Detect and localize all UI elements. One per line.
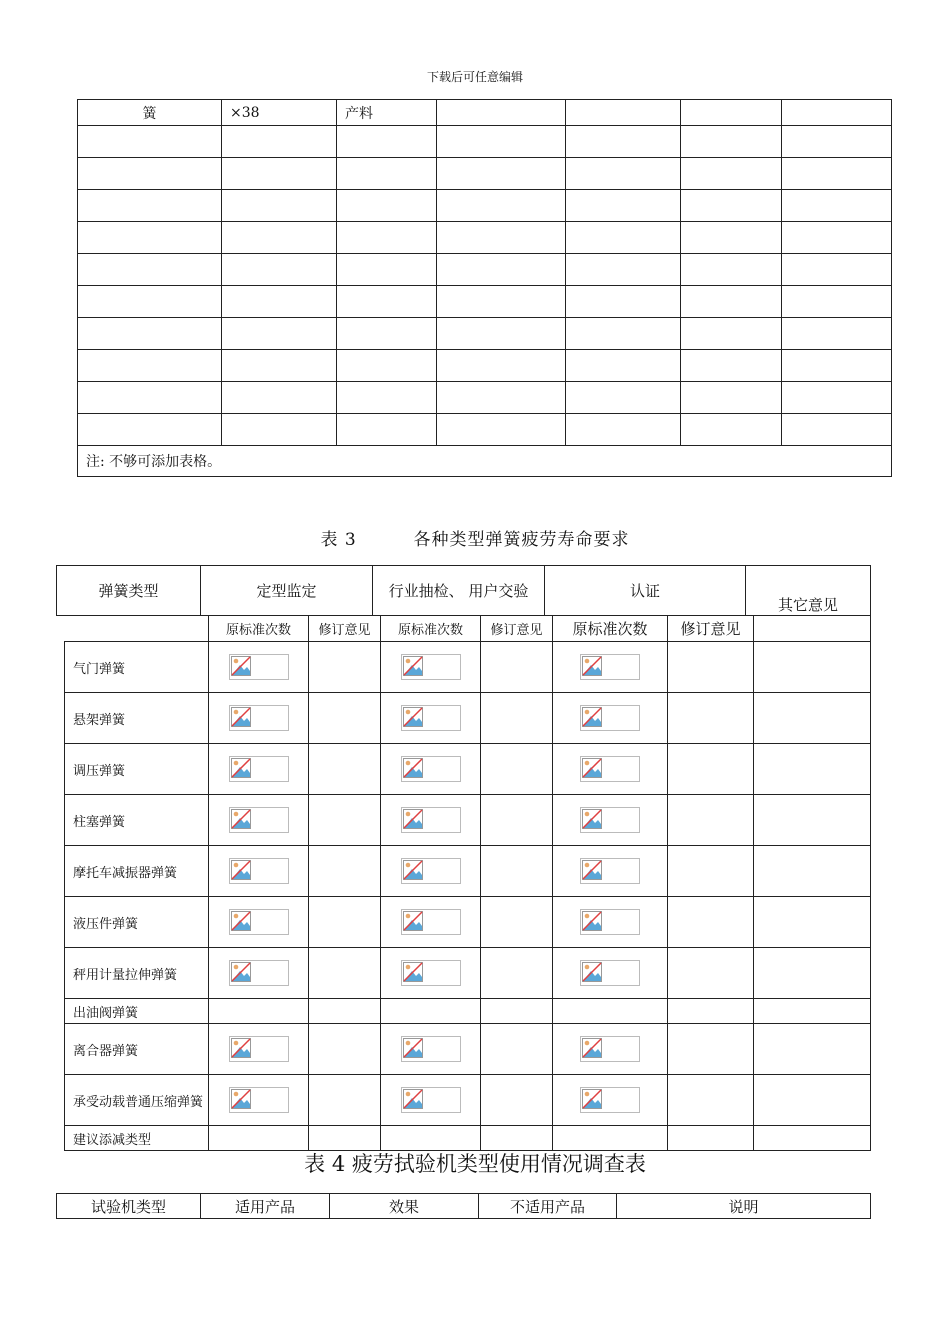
table-cell <box>782 318 892 350</box>
table-cell <box>437 222 566 254</box>
table-row <box>78 414 892 446</box>
broken-image-icon <box>580 807 640 833</box>
table-cell <box>481 693 553 744</box>
broken-image-icon <box>229 858 289 884</box>
table4-caption: 表 4 疲劳拭验机类型使用情况调查表 <box>304 1152 646 1176</box>
table-cell <box>553 642 668 693</box>
table-cell <box>566 286 681 318</box>
table-cell <box>553 846 668 897</box>
table-cell <box>754 897 871 948</box>
table-cell <box>381 999 481 1024</box>
table-cell <box>782 254 892 286</box>
table-cell <box>668 999 754 1024</box>
broken-image-icon <box>229 960 289 986</box>
table-cell <box>566 318 681 350</box>
broken-image-icon <box>401 858 461 884</box>
table-cell <box>209 744 309 795</box>
spring-type-name: 气门弹簧 <box>65 642 209 693</box>
table-cell <box>222 414 337 446</box>
table-cell <box>681 222 782 254</box>
table-cell <box>481 1126 553 1151</box>
broken-image-icon <box>401 960 461 986</box>
header-type-approval: 定型监定 <box>201 566 373 616</box>
table3-header <box>56 565 871 616</box>
table-cell <box>222 350 337 382</box>
spring-type-name: 悬架弹簧 <box>65 693 209 744</box>
table-cell <box>309 1126 381 1151</box>
table-cell <box>309 999 381 1024</box>
broken-image-icon <box>401 705 461 731</box>
table-cell <box>481 897 553 948</box>
table-cell <box>668 1126 754 1151</box>
table-row <box>78 190 892 222</box>
broken-image-icon <box>580 1036 640 1062</box>
table3-caption-number: 表 3 <box>320 530 357 550</box>
spring-type-name: 秤用计量拉伸弹簧 <box>65 948 209 999</box>
broken-image-icon <box>401 1036 461 1062</box>
table-cell <box>481 846 553 897</box>
table-cell <box>78 414 222 446</box>
header-effect: 效果 <box>330 1194 479 1219</box>
table-cell <box>209 999 309 1024</box>
table-cell <box>337 286 437 318</box>
table-cell <box>782 414 892 446</box>
table-cell <box>566 126 681 158</box>
table-cell <box>337 254 437 286</box>
table-cell <box>337 190 437 222</box>
table-cell <box>309 642 381 693</box>
broken-image-icon <box>229 654 289 680</box>
table-cell <box>681 158 782 190</box>
table-cell <box>337 350 437 382</box>
table4 <box>56 1193 871 1219</box>
table-row <box>65 846 871 897</box>
table-cell <box>481 1075 553 1126</box>
table-cell <box>437 382 566 414</box>
table-row <box>65 948 871 999</box>
table-cell <box>337 382 437 414</box>
table-cell <box>782 158 892 190</box>
table-row <box>65 897 871 948</box>
table-cell <box>309 1075 381 1126</box>
table-cell <box>337 222 437 254</box>
table-cell <box>668 1024 754 1075</box>
table-cell <box>681 382 782 414</box>
table-cell <box>754 1126 871 1151</box>
table-cell <box>668 795 754 846</box>
table-cell <box>754 1024 871 1075</box>
subheader-std-1: 原标准次数 <box>209 616 309 642</box>
table-cell <box>78 382 222 414</box>
table-cell <box>754 846 871 897</box>
table-cell <box>78 190 222 222</box>
broken-image-icon <box>401 756 461 782</box>
table-cell <box>668 897 754 948</box>
table-cell <box>222 254 337 286</box>
table-cell <box>566 382 681 414</box>
table-cell <box>782 286 892 318</box>
table-cell <box>553 897 668 948</box>
header-machine-type: 试验机类型 <box>57 1194 201 1219</box>
table-row <box>78 382 892 414</box>
table-cell <box>566 222 681 254</box>
table-row <box>57 566 871 616</box>
table3-caption <box>0 525 950 550</box>
broken-image-icon <box>229 909 289 935</box>
table-cell <box>754 795 871 846</box>
table-cell <box>381 795 481 846</box>
table-cell <box>668 642 754 693</box>
header-industry-check: 行业抽检、 用户交验 <box>373 566 545 616</box>
table-cell <box>754 999 871 1024</box>
table-cell <box>566 158 681 190</box>
table-cell <box>566 350 681 382</box>
table-cell <box>437 254 566 286</box>
table-row <box>65 693 871 744</box>
table-row <box>65 642 871 693</box>
table-row <box>78 158 892 190</box>
table-cell <box>481 642 553 693</box>
table-row <box>78 350 892 382</box>
broken-image-icon <box>229 756 289 782</box>
table-cell <box>209 897 309 948</box>
table-cell <box>681 254 782 286</box>
table-cell <box>381 744 481 795</box>
table-cell <box>222 126 337 158</box>
table-cell <box>222 222 337 254</box>
table-cell <box>553 744 668 795</box>
table-cell <box>209 1075 309 1126</box>
table-cell <box>78 254 222 286</box>
table-cell <box>222 318 337 350</box>
table-note: 注: 不够可添加表格。 <box>78 446 892 477</box>
table-cell <box>381 1075 481 1126</box>
table-row <box>65 999 871 1024</box>
table-cell <box>337 126 437 158</box>
spring-type-name: 摩托车减振器弹簧 <box>65 846 209 897</box>
table-cell <box>309 795 381 846</box>
table-cell <box>681 126 782 158</box>
table-cell <box>437 350 566 382</box>
table-cell <box>437 318 566 350</box>
table-cell <box>222 158 337 190</box>
table-cell <box>209 693 309 744</box>
table-cell <box>309 846 381 897</box>
table-cell <box>309 693 381 744</box>
table-cell: 产料 <box>337 100 437 126</box>
table-row <box>65 1024 871 1075</box>
table-row <box>65 1126 871 1151</box>
table-cell <box>668 744 754 795</box>
table-cell <box>78 350 222 382</box>
table-cell: 簧 <box>78 100 222 126</box>
table-row <box>78 222 892 254</box>
table-cell <box>65 616 209 642</box>
table-row <box>65 744 871 795</box>
broken-image-icon <box>229 705 289 731</box>
table-cell <box>381 693 481 744</box>
table-cell <box>553 1075 668 1126</box>
table-row <box>65 795 871 846</box>
broken-image-icon <box>229 1087 289 1113</box>
table-cell <box>222 286 337 318</box>
spring-type-name: 液压件弹簧 <box>65 897 209 948</box>
table-cell <box>754 642 871 693</box>
table3-subheader-row <box>65 616 871 642</box>
table-cell <box>782 222 892 254</box>
table-cell <box>209 1126 309 1151</box>
table-cell <box>78 126 222 158</box>
broken-image-icon <box>580 756 640 782</box>
table-cell <box>381 897 481 948</box>
broken-image-icon <box>580 960 640 986</box>
table-cell <box>481 744 553 795</box>
table-cell <box>782 100 892 126</box>
table-cell <box>553 999 668 1024</box>
subheader-rev-1: 修订意见 <box>309 616 381 642</box>
spring-type-name: 出油阀弹簧 <box>65 999 209 1024</box>
table-cell <box>437 100 566 126</box>
table-cell <box>782 126 892 158</box>
table-cell <box>381 1024 481 1075</box>
table-cell <box>681 350 782 382</box>
broken-image-icon <box>580 858 640 884</box>
table-cell <box>481 1024 553 1075</box>
table3-body <box>64 615 871 1151</box>
table-cell <box>553 948 668 999</box>
broken-image-icon <box>229 1036 289 1062</box>
table-cell <box>782 350 892 382</box>
table-cell <box>337 158 437 190</box>
table-row <box>78 126 892 158</box>
table-row <box>65 1075 871 1126</box>
subheader-std-3: 原标准次数 <box>553 616 668 642</box>
table-cell <box>309 948 381 999</box>
table-row <box>78 318 892 350</box>
table-cell <box>437 286 566 318</box>
table-cell <box>566 190 681 222</box>
header-spring-type: 弹簧类型 <box>57 566 201 616</box>
table-cell <box>78 318 222 350</box>
table-cell <box>209 795 309 846</box>
table-cell <box>78 222 222 254</box>
table-cell <box>481 948 553 999</box>
broken-image-icon <box>580 1087 640 1113</box>
table-cell <box>553 795 668 846</box>
table-row <box>57 1194 871 1219</box>
table-cell <box>553 1126 668 1151</box>
table-cell <box>209 846 309 897</box>
table-cell <box>668 846 754 897</box>
table-cell <box>782 190 892 222</box>
table-cell <box>337 318 437 350</box>
table-cell <box>209 642 309 693</box>
table-cell <box>209 948 309 999</box>
table-cell <box>481 795 553 846</box>
header-other: 其它意见 <box>746 566 871 616</box>
table-cell <box>681 100 782 126</box>
table-note-row <box>78 446 892 477</box>
table-cell <box>437 126 566 158</box>
table-cell <box>437 414 566 446</box>
subheader-rev-2: 修订意见 <box>481 616 553 642</box>
table-cell <box>754 948 871 999</box>
header-applicable-products: 适用产品 <box>201 1194 330 1219</box>
table-cell <box>209 1024 309 1075</box>
table-cell <box>309 744 381 795</box>
table-cell <box>754 1075 871 1126</box>
table-cell <box>337 414 437 446</box>
table-cell <box>782 382 892 414</box>
table-cell <box>553 693 668 744</box>
broken-image-icon <box>580 654 640 680</box>
table-cell <box>78 286 222 318</box>
spring-type-name: 承受动载普通压缩弹簧 <box>65 1075 209 1126</box>
table-cell <box>668 693 754 744</box>
broken-image-icon <box>580 909 640 935</box>
table-cell <box>309 897 381 948</box>
table-cell <box>222 190 337 222</box>
table-cell <box>566 414 681 446</box>
broken-image-icon <box>401 654 461 680</box>
table-cell <box>381 642 481 693</box>
table-cell <box>668 948 754 999</box>
broken-image-icon <box>401 1087 461 1113</box>
table-cell <box>566 254 681 286</box>
table-cell <box>381 948 481 999</box>
table-cell <box>668 1075 754 1126</box>
table-cell <box>754 693 871 744</box>
header-inapplicable-products: 不适用产品 <box>479 1194 617 1219</box>
table-row <box>78 100 892 126</box>
table-row <box>78 286 892 318</box>
table-cell <box>381 1126 481 1151</box>
table-cell <box>437 190 566 222</box>
table-cell <box>566 100 681 126</box>
table-cell <box>681 318 782 350</box>
table-cell <box>754 744 871 795</box>
table-cell <box>222 382 337 414</box>
header-description: 说明 <box>617 1194 871 1219</box>
broken-image-icon <box>229 807 289 833</box>
subheader-rev-3: 修订意见 <box>668 616 754 642</box>
survey-table-continued <box>77 99 892 477</box>
table-cell <box>754 616 871 642</box>
spring-type-name: 柱塞弹簧 <box>65 795 209 846</box>
spring-type-name: 离合器弹簧 <box>65 1024 209 1075</box>
broken-image-icon <box>401 909 461 935</box>
table-cell <box>381 846 481 897</box>
spring-type-name: 调压弹簧 <box>65 744 209 795</box>
broken-image-icon <box>401 807 461 833</box>
table-cell: ×38 <box>222 100 337 126</box>
table-cell <box>78 158 222 190</box>
table3-caption-title: 各种类型弹簧疲劳寿命要求 <box>413 530 630 550</box>
spring-type-name: 建议添减类型 <box>65 1126 209 1151</box>
table-cell <box>437 158 566 190</box>
table-cell <box>681 414 782 446</box>
table-row <box>78 254 892 286</box>
table-cell <box>553 1024 668 1075</box>
table-cell <box>681 190 782 222</box>
table-cell <box>309 1024 381 1075</box>
broken-image-icon <box>580 705 640 731</box>
header-certification: 认证 <box>545 566 746 616</box>
table-cell <box>481 999 553 1024</box>
subheader-std-2: 原标准次数 <box>381 616 481 642</box>
table-cell <box>681 286 782 318</box>
header-note: 下载后可任意编辑 <box>426 70 523 84</box>
